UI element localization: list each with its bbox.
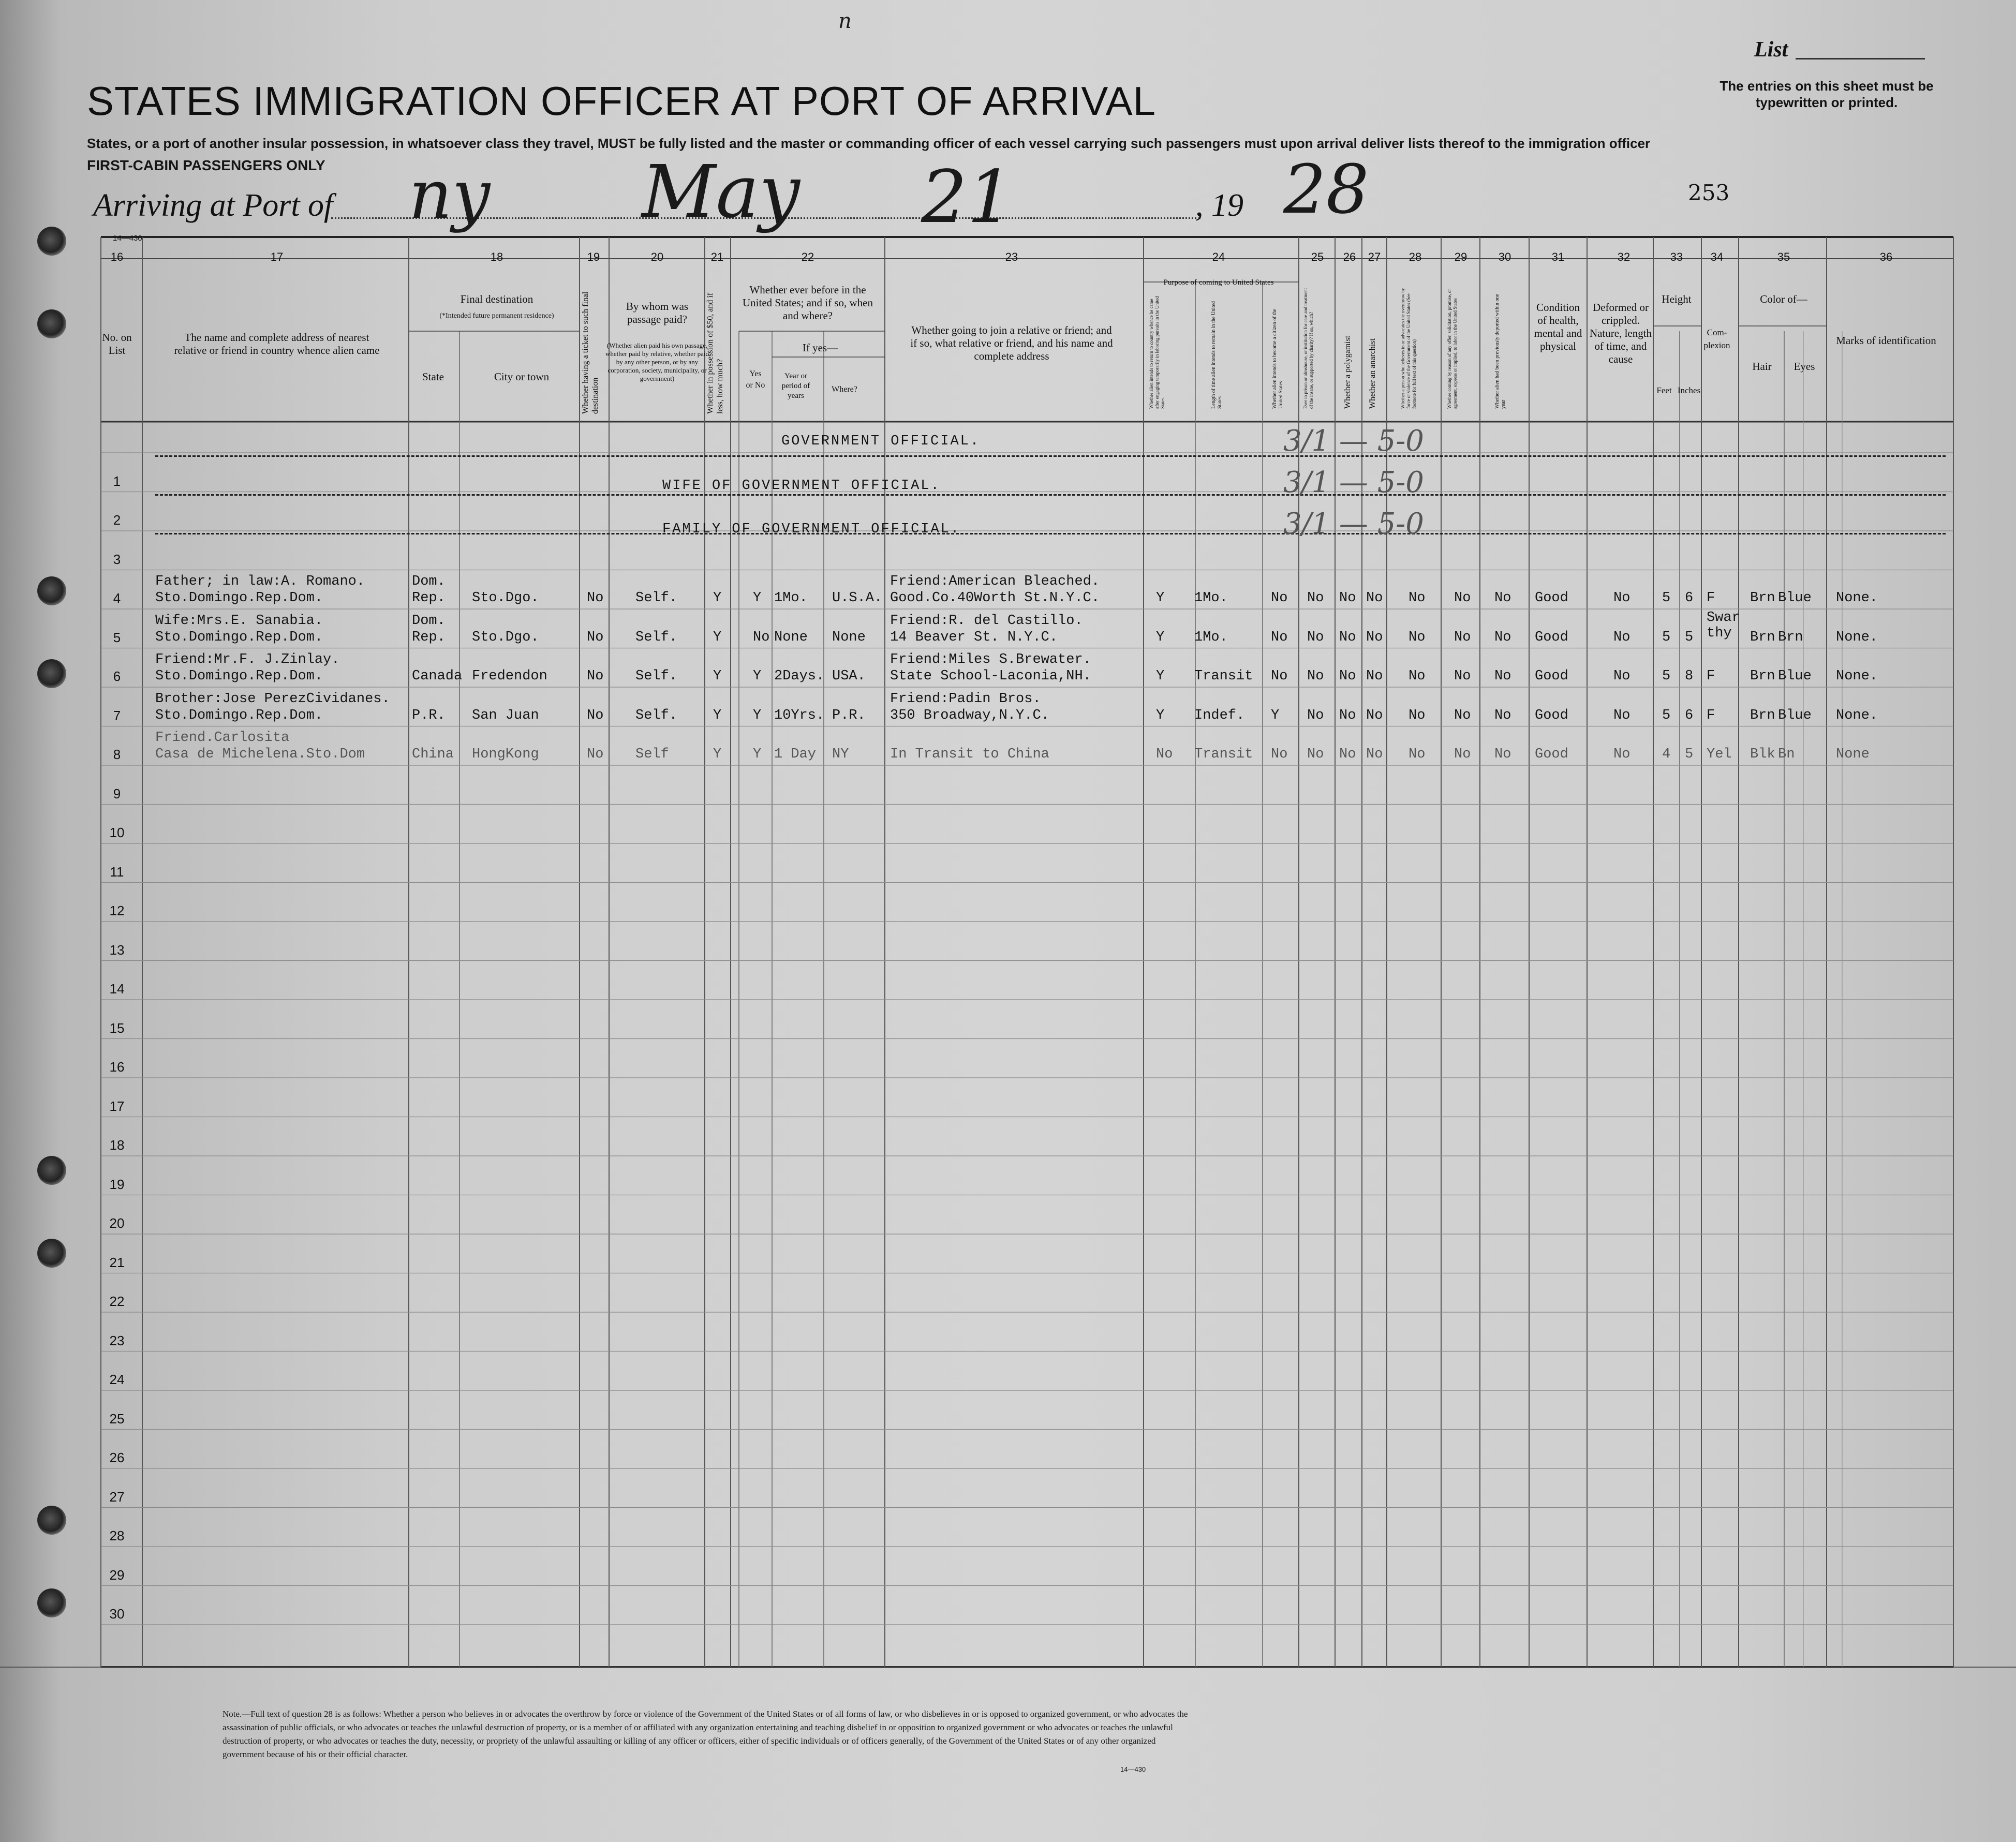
passenger-c28: No (1409, 707, 1426, 723)
passenger-c26: No (1339, 707, 1356, 723)
first-cabin-label: FIRST-CABIN PASSENGERS ONLY (87, 157, 325, 173)
header-q30: Whether alien had been previously deported within one year (1494, 294, 1506, 409)
passenger-relative-l2: Sto.Domingo.Rep.Dom. (155, 669, 323, 684)
passenger-ticket: No (587, 629, 604, 645)
passenger-hair: Brn (1750, 707, 1775, 723)
passenger-feet: 5 (1662, 629, 1671, 645)
passenger-c25: No (1307, 629, 1324, 645)
col-number: 31 (1551, 250, 1565, 263)
passenger-relative-l1: Wife:Mrs.E. Sanabia. (155, 613, 323, 629)
passenger-p-a: Y (1156, 629, 1165, 645)
passenger-period: 2Days. (774, 669, 825, 684)
passenger-p-b: 1Mo. (1194, 590, 1228, 606)
passenger-join-l1: Friend:Miles S.Brewater. (890, 652, 1091, 667)
passenger-city: Sto.Dgo. (472, 629, 539, 645)
footnote: Note.—Full text of question 28 is as follows: Whether a person who believes in or advocates the overthrow by force or violence of the Government of the United States or of all forms of law, or who disbelieves in or is opposed to organized government, or who advocates the assassination of public officials, or who advocates or teaches the unlawful destruction of property, or is a member of or affiliated with any organization entertaining and teaching disbelief in or opposition to organized government or who advocates or teaches the unlawful destruction of property, or who advocates or teaches the duty, necessity, or propriety of the unlawful assaulting or killing of any officer or officers, either of specific individuals or of officers generally, of the Government of the United States or of any other organized government because of his or their official character. (223, 1709, 1188, 1759)
binder-hole (37, 309, 66, 338)
passenger-money: Y (713, 707, 722, 723)
passenger-p-c: No (1271, 747, 1288, 762)
passenger-c29: No (1454, 629, 1471, 645)
passenger-c29: No (1454, 590, 1471, 606)
margin-note: 3/1 — 5-0 (1283, 466, 1424, 499)
arriving-label: Arriving at Port of (93, 188, 333, 223)
passenger-money: Y (713, 590, 722, 606)
passenger-relative-l2: Casa de Michelena.Sto.Dom (155, 747, 365, 762)
passenger-ticket: No (587, 669, 604, 684)
passenger-p-b: 1Mo. (1194, 629, 1228, 645)
header-purpose-a: Whether alien intends to return to country whence he came after engaging temporarily in laboring pursuits in the United States (1149, 296, 1165, 409)
passenger-complexion: F (1707, 590, 1715, 606)
passenger-c25: No (1307, 669, 1324, 684)
passenger-c29: No (1454, 669, 1471, 684)
passenger-state-l2: P.R. (412, 707, 446, 723)
passenger-c28: No (1409, 669, 1426, 684)
passenger-c26: No (1339, 629, 1356, 645)
passenger-where: U.S.A. (832, 590, 883, 606)
passenger-hair: Brn (1750, 590, 1775, 606)
subtitle-line: States, or a port of another insular possession, in whatsoever class they travel, MUST be fully listed and the master or commanding officer of each vessel carrying such passengers must upon arrival deliver lists thereof to the immigration officer (87, 136, 1651, 151)
header-polygamist: Whether a polygamist (1343, 335, 1352, 409)
margin-note: 3/1 — 5-0 (1283, 424, 1424, 458)
list-underline (1796, 58, 1925, 60)
header-relative-address: The name and complete address of nearest relative or friend in country whence alien came (174, 331, 380, 356)
passenger-c29: No (1454, 707, 1471, 723)
header-yes-no: Yes or No (746, 369, 765, 390)
header-purpose-c: Whether alien intends to become a citizen of the United States (1272, 308, 1284, 409)
passenger-passage: Self. (635, 590, 678, 606)
passenger-period: 1Mo. (774, 590, 808, 606)
passenger-city: San Juan (472, 707, 539, 723)
passenger-complexion: F (1707, 707, 1715, 723)
government-row: FAMILY OF GOVERNMENT OFFICIAL. (662, 522, 961, 537)
passenger-marks: None. (1836, 590, 1878, 606)
passenger-period: 1 Day (774, 747, 817, 762)
manifest-sheet: n STATES IMMIGRATION OFFICER AT PORT OF ARRIVAL States, or a port of another insular possession, in whatsoever class they travel, MUST be fully listed and the master or commanding officer of each vessel carrying such passengers must upon arrival deliver lists thereof to the immigration officer FIRST-CABIN PASSENGERS ONLY Arriving at Port of ny May 21 , 19 28 List The entries on this sheet must be typewritten or printed. 253 14—430 16 17 18 19 20 21 22 23 24 25 26 27 28 29 30 31 32 33 34 35 36 No. on List The name and complete address of nearest relative or friend in country whence alien came Final destination (*Intended future permanent residence) State City or town Whether having a ticket to such final destination By whom was passage paid? (Whether alien paid his own passage, whether paid by relative, whether paid by any other person, or by any corporation, society, municipality, or government) Whether in possession of $50, and if less, how much? Whether ever before in the United States; and if so, when and where? Yes or No If yes— Year or period of years Where? Whether going to join a relative or friend; and if so, what relative or friend, and his name and complete address Purpose of coming to United States Whether alien intends to return to country whence he came after engaging temporarily in laboring pursuits in the United States Length of time alien intends to remain in the United States Whether alien intends to become a citizen of the United States Ever in prison or almshouse, or institution for care and treatment of the insane, or supported by charity? If so, which? Whether a polygamist Whether an anarchist Whether a person who believes in or advocates the overthrow by force or violence of the Government of the United States (See footnote for full text of this question) Whether coming by reason of any offer, solicitation, promise, or agreement, express or implied, to labor in the United States Whether alien had been previously deported within one year Condition of health, mental and physical Deformed or crippled. Nature, length of time, and cause Height Feet Inches Com- plexion Color of— Hair Eyes Marks of identification 1 2 3 4 5 6 7 8 9 10 11 12 13 14 15 16 17 18 19 20 21 22 23 24 25 26 27 28 29 30 GOVERNMENT OFFICIAL. WIFE OF GOVERNMENT OFFICIAL. FAMILY OF GOVERNMENT OFFICIAL. 3/1 — 5-0 3/1 — 5-0 3/1 — 5-0 Father; in law:A. Romano. Sto.Domingo.Rep.Dom. Dom. Rep. Sto.Dgo. No Self. Y Y 1Mo. U.S.A. Friend:American Bleached. Good.Co.40Worth St.N.Y.C. Y 1Mo. No No No No No No No Good No 5 6 F Brn Blue None. Wife:Mrs.E. Sanabia. Sto.Domingo.Rep.Dom. Dom. Rep. Sto.Dgo. No Self. Y No None None Friend:R. del Castillo. 14 Beaver St. N.Y.C. Y 1Mo. No No No No No No No Good No 5 5 Swar thy Brn Brn None. Friend:Mr.F. J.Zinlay. Sto.Domingo.Rep.Dom. Canada Fredendon No Self. Y Y 2Days. USA. Friend:Miles S.Brewater. State School-Laconia,NH. Y Transit No No No No No No No Good No 5 8 F Brn Blue None. Brother:Jose PerezCividanes. Sto.Domingo.Rep.Dom. P.R. San Juan No Self. Y Y 10Yrs. P.R. Friend:Padin Bros. 350 Broadway,N.Y.C. Y Indef. Y No No No No No No Good No 5 6 F Brn Blue None. Friend.Carlosita Casa de Michelena.Sto.Dom China HongKong No Self Y Y 1 Day NY In Transit to China No Transit No No No No No No No Good No 4 5 Yel Blk Bn None Note.—Full text of question 28 is as follows: Whether a person who believes in or advocates the overthrow by force or violence of the Government of the United States or of all forms of law, or who disbelieves in or is opposed to organized government, or who advocates the assassination of public officials, or who advocates or teaches the unlawful destruction of property, or is a member of or affiliated with any organization entertaining and teaching disbelief in or opposition to organized government or who advocates or teaches the unlawful destruction of property, or who advocates or teaches the duty, necessity, or propriety of the unlawful assaulting or killing of any officer or officers, either of specific individuals or of officers generally, of the Government of the United States or of any other organized government because of his or their official character. 14—430 (0, 0, 2016, 1842)
passenger-feet: 4 (1662, 747, 1671, 762)
passenger-before: Y (753, 590, 762, 606)
passenger-health: Good (1535, 629, 1568, 645)
passenger-complexion: Swar thy (1707, 610, 1740, 641)
header-joining: Whether going to join a relative or friend; and if so, what relative or friend, and his name and complete address (910, 324, 1113, 362)
passenger-c26: No (1339, 747, 1356, 762)
header-no-on-list: No. on List (102, 331, 132, 356)
passenger-c30: No (1494, 747, 1511, 762)
col-number: 17 (270, 250, 284, 263)
header-color-of: Color of— (1760, 293, 1807, 305)
top-pencil-mark: n (838, 9, 852, 33)
col-number: 23 (1005, 250, 1018, 263)
header-purpose: Purpose of coming to United States (1163, 278, 1274, 287)
header-eyes: Eyes (1793, 360, 1815, 373)
passenger-c27: No (1366, 669, 1383, 684)
passenger-before: Y (753, 747, 762, 762)
header-state: State (422, 370, 444, 383)
passenger-p-a: Y (1156, 590, 1165, 606)
col-number: 33 (1670, 250, 1683, 263)
passenger-money: Y (713, 747, 722, 762)
passenger-period: 10Yrs. (774, 707, 825, 723)
port-handwritten: ny (409, 155, 491, 234)
list-label: List (1754, 38, 1788, 62)
col-number: 26 (1343, 250, 1356, 263)
passenger-c30: No (1494, 669, 1511, 684)
passenger-period: None (774, 629, 808, 645)
passenger-hair: Blk (1750, 747, 1775, 762)
passenger-p-a: No (1156, 747, 1173, 762)
header-prison: Ever in prison or almshouse, or institution for care and treatment of the insane, or supported by charity? If so, which? (1303, 288, 1314, 409)
passenger-c28: No (1409, 747, 1426, 762)
passenger-ticket: No (587, 747, 604, 762)
passenger-eyes: Blue (1778, 590, 1812, 606)
passenger-where: None (832, 629, 866, 645)
header-passage: By whom was passage paid? (626, 300, 689, 325)
header-feet: Feet (1656, 385, 1672, 395)
col-number: 16 (110, 250, 124, 263)
passenger-feet: 5 (1662, 669, 1671, 684)
passenger-health: Good (1535, 747, 1568, 762)
header-q29: Whether coming by reason of any offer, solicitation, promise, or agreement, express or implied, to labor in the United States (1447, 289, 1458, 409)
passenger-c26: No (1339, 669, 1356, 684)
passenger-health: Good (1535, 590, 1568, 606)
passenger-c27: No (1366, 590, 1383, 606)
passenger-relative-l2: Sto.Domingo.Rep.Dom. (155, 590, 323, 606)
passenger-city: HongKong (472, 747, 539, 762)
passenger-c30: No (1494, 590, 1511, 606)
passenger-c25: No (1307, 590, 1324, 606)
passenger-deformed: No (1613, 629, 1630, 645)
passenger-c29: No (1454, 747, 1471, 762)
binder-hole (37, 576, 66, 605)
passenger-c25: No (1307, 707, 1324, 723)
header-height: Height (1662, 293, 1692, 305)
government-row: WIFE OF GOVERNMENT OFFICIAL. (662, 478, 941, 494)
passenger-relative-l1: Friend.Carlosita (155, 730, 290, 746)
passenger-where: NY (832, 747, 849, 762)
header-deformed: Deformed or crippled. Nature, length of time, and cause (1589, 301, 1652, 365)
passenger-inches: 6 (1685, 590, 1694, 606)
header-passage-note: (Whether alien paid his own passage, whether paid by relative, whether paid by any other person, or by any corporation, society, municipality, or government) (605, 341, 709, 382)
margin-note: 3/1 — 5-0 (1283, 507, 1424, 541)
passenger-hair: Brn (1750, 669, 1775, 684)
passenger-relative-l2: Sto.Domingo.Rep.Dom. (155, 629, 323, 645)
header-complexion: Com- plexion (1703, 328, 1730, 350)
passenger-relative-l1: Father; in law:A. Romano. (155, 574, 365, 589)
col-number: 36 (1879, 250, 1893, 263)
binder-hole (37, 659, 66, 688)
header-anarchist: Whether an anarchist (1368, 338, 1377, 409)
month-handwritten: May (642, 150, 800, 234)
dashed-line (155, 533, 1946, 534)
passenger-p-b: Indef. (1194, 707, 1245, 723)
passenger-health: Good (1535, 669, 1568, 684)
passenger-join-l2: 14 Beaver St. N.Y.C. (890, 629, 1058, 645)
binder-hole (37, 1588, 66, 1617)
passenger-c27: No (1366, 629, 1383, 645)
passenger-join-l2: Good.Co.40Worth St.N.Y.C. (890, 590, 1100, 606)
col-number: 21 (710, 250, 724, 263)
passenger-c30: No (1494, 629, 1511, 645)
passenger-state-l2: Rep. (412, 629, 446, 645)
col-number: 27 (1368, 250, 1381, 263)
dashed-line (155, 494, 1946, 496)
passenger-where: P.R. (832, 707, 866, 723)
col-number: 30 (1498, 250, 1511, 263)
passenger-p-b: Transit (1194, 747, 1253, 762)
passenger-p-a: Y (1156, 707, 1165, 723)
passenger-eyes: Blue (1778, 707, 1812, 723)
passenger-marks: None. (1836, 669, 1878, 684)
header-final-destination-note: (*Intended future permanent residence) (439, 312, 554, 320)
header-health: Condition of health, mental and physical (1534, 301, 1582, 352)
header-year-period: Year or period of years (781, 372, 810, 400)
passenger-city: Fredendon (472, 669, 547, 684)
passenger-before: Y (753, 707, 762, 723)
col-number: 24 (1212, 250, 1225, 263)
header-inches: Inches (1677, 385, 1701, 395)
passenger-relative-l1: Brother:Jose PerezCividanes. (155, 691, 390, 707)
passenger-join-l1: Friend:R. del Castillo. (890, 613, 1083, 629)
passenger-passage: Self. (635, 707, 678, 723)
header-marks: Marks of identification (1836, 334, 1936, 347)
footnote-code: 14—430 (1120, 1765, 1146, 1773)
passenger-eyes: Blue (1778, 669, 1812, 684)
passenger-join-l2: 350 Broadway,N.Y.C. (890, 707, 1049, 723)
passenger-deformed: No (1613, 747, 1630, 762)
passenger-inches: 8 (1685, 669, 1694, 684)
entries-note: The entries on this sheet must be typewritten or printed. (1719, 78, 1934, 110)
binder-hole (37, 227, 66, 256)
passenger-before: No (753, 629, 770, 645)
passenger-ticket: No (587, 590, 604, 606)
passenger-hair: Brn (1750, 629, 1775, 645)
passenger-before: Y (753, 669, 762, 684)
binder-hole (37, 1156, 66, 1185)
header-hair: Hair (1752, 360, 1772, 373)
header-if-yes: If yes— (802, 341, 838, 354)
col-number: 19 (587, 250, 600, 263)
passenger-deformed: No (1613, 669, 1630, 684)
passenger-deformed: No (1613, 707, 1630, 723)
passenger-eyes: Bn (1778, 747, 1795, 762)
form-code: 14—430 (113, 234, 142, 243)
passenger-eyes: Brn (1778, 629, 1803, 645)
col-number: 32 (1617, 250, 1630, 263)
passenger-state-l1: Dom. (412, 574, 446, 589)
col-number: 29 (1454, 250, 1467, 263)
passenger-p-c: No (1271, 669, 1288, 684)
col-number: 18 (490, 250, 503, 263)
passenger-passage: Self. (635, 629, 678, 645)
passenger-join-l1: Friend:Padin Bros. (890, 691, 1041, 707)
header-q28: Whether a person who believes in or advocates the overthrow by force or violence of the Government of the United States (See footnote for full text of this question) (1400, 288, 1417, 409)
passenger-c26: No (1339, 590, 1356, 606)
passenger-complexion: Yel (1707, 747, 1732, 762)
passenger-relative-l1: Friend:Mr.F. J.Zinlay. (155, 652, 340, 667)
passenger-state-l1: Dom. (412, 613, 446, 629)
passenger-money: Y (713, 669, 722, 684)
passenger-join-l2: State School-Laconia,NH. (890, 669, 1091, 684)
col-number: 25 (1311, 250, 1324, 263)
government-row: GOVERNMENT OFFICIAL. (781, 434, 981, 449)
passenger-c28: No (1409, 590, 1426, 606)
passenger-ticket: No (587, 707, 604, 723)
col-number: 20 (650, 250, 664, 263)
passenger-marks: None. (1836, 707, 1878, 723)
passenger-marks: None. (1836, 629, 1878, 645)
passenger-join-l1: Friend:American Bleached. (890, 574, 1100, 589)
passenger-passage: Self (635, 747, 669, 762)
passenger-c28: No (1409, 629, 1426, 645)
col-number: 34 (1710, 250, 1724, 263)
passenger-passage: Self. (635, 669, 678, 684)
passenger-health: Good (1535, 707, 1568, 723)
passenger-c30: No (1494, 707, 1511, 723)
header-before: Whether ever before in the United States; and if so, when and where? (743, 284, 873, 322)
page-number: 253 (1688, 180, 1730, 205)
binder-hole (37, 1506, 66, 1535)
passenger-feet: 5 (1662, 707, 1671, 723)
day-handwritten: 21 (921, 155, 1014, 240)
header-final-destination: Final destination (460, 293, 533, 305)
year-handwritten: 28 (1283, 150, 1369, 229)
passenger-p-c: Y (1271, 707, 1280, 723)
passenger-state-l2: Canada (412, 669, 463, 684)
dashed-line (155, 455, 1946, 457)
passenger-c25: No (1307, 747, 1324, 762)
passenger-where: USA. (832, 669, 866, 684)
passenger-money: Y (713, 629, 722, 645)
header-where: Where? (832, 385, 857, 394)
col-number: 35 (1777, 250, 1790, 263)
passenger-inches: 5 (1685, 747, 1694, 762)
passenger-complexion: F (1707, 669, 1715, 684)
col-number: 28 (1409, 250, 1422, 263)
header-purpose-b: Length of time alien intends to remain in the United States (1211, 301, 1223, 409)
header-ticket: Whether having a ticket to such final destination (581, 291, 600, 414)
passenger-join-l2: In Transit to China (890, 747, 1049, 762)
header-money: Whether in possession of $50, and if less, how much? (706, 292, 724, 414)
passenger-c27: No (1366, 707, 1383, 723)
header-city: City or town (494, 370, 550, 383)
year-prefix: , 19 (1195, 188, 1243, 223)
passenger-inches: 5 (1685, 629, 1694, 645)
passenger-p-c: No (1271, 629, 1288, 645)
passenger-p-b: Transit (1194, 669, 1253, 684)
passenger-deformed: No (1613, 590, 1630, 606)
col-number: 22 (801, 250, 814, 263)
passenger-city: Sto.Dgo. (472, 590, 539, 606)
passenger-c27: No (1366, 747, 1383, 762)
passenger-marks: None (1836, 747, 1870, 762)
binder-hole (37, 1239, 66, 1268)
passenger-feet: 5 (1662, 590, 1671, 606)
page-title: STATES IMMIGRATION OFFICER AT PORT OF ARRIVAL (87, 78, 1157, 124)
passenger-inches: 6 (1685, 707, 1694, 723)
passenger-p-c: No (1271, 590, 1288, 606)
passenger-state-l2: China (412, 747, 454, 762)
passenger-state-l2: Rep. (412, 590, 446, 606)
passenger-p-a: Y (1156, 669, 1165, 684)
passenger-relative-l2: Sto.Domingo.Rep.Dom. (155, 707, 323, 723)
